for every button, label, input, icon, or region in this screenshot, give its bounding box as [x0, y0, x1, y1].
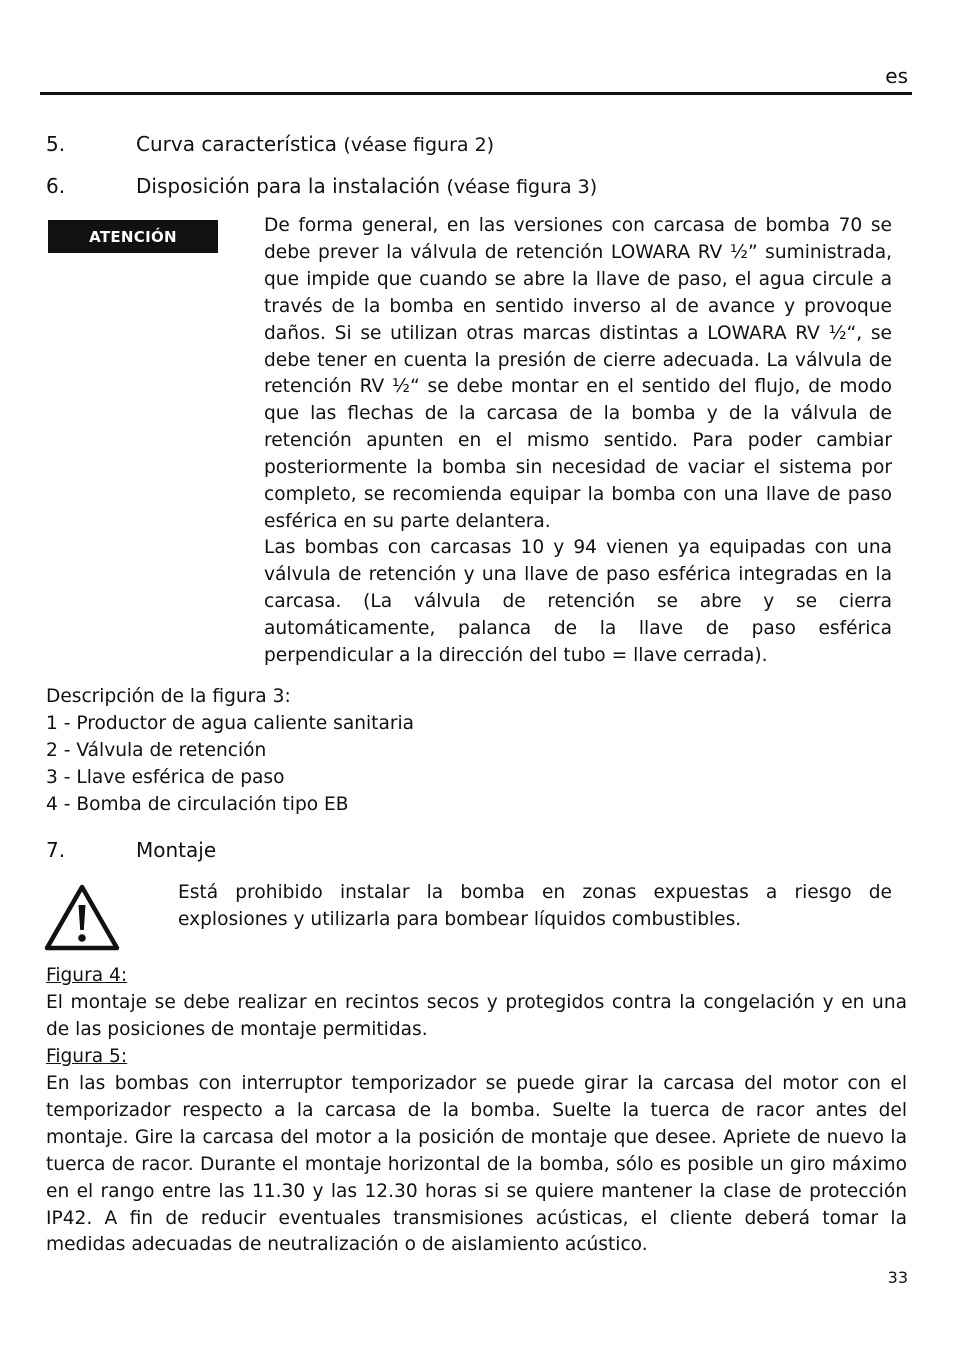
figure-5-label: Figura 5: [46, 1046, 128, 1067]
section-6-title: Disposición para la instalación [136, 174, 441, 198]
attention-paragraph-2: Las bombas con carcasas 10 y 94 vienen ya equipadas con una válvula de retención y una llave de paso esférica integradas en la carcasa. (La válvula de retención se abre y se cierra automáticamente, palanca de la llave de paso esférica perpendicular a la dirección del tubo = llave cerrada). [264, 537, 892, 666]
section-7-title: Montaje [136, 838, 217, 862]
section-6-number: 6. [46, 174, 66, 198]
attention-paragraph-1: De forma general, en las versiones con carcasa de bomba 70 se debe prever la válvula de retención LOWARA RV ½” suministrada, que impide que cuando se abre la llave de paso, el agua circule a través de la bomba en sentido inverso al de avance y provoque daños. Si se utilizan otras marcas distintas a LOWARA RV ½“, se debe tener en cuenta la presión de cierre adecuada. La válvula de retención RV ½“ se debe montar en el sentido del flujo, de modo que las flechas de la carcasa de la bomba y de la válvula de retención apunten en el mismo sentido. Para poder cambiar posteriormente la bomba sin necesidad de vaciar el sistema por completo, se recomienda equipar la bomba con una llave de paso esférica en su parte delantera. [264, 215, 892, 532]
list-item: 3 - Llave esférica de paso [46, 766, 285, 788]
list-item: 4 - Bomba de circulación tipo EB [46, 793, 349, 815]
section-5-reference: (véase figura 2) [343, 134, 495, 156]
list-item: 2 - Válvula de retención [46, 739, 267, 761]
attention-badge: ATENCIÓN [48, 220, 218, 253]
figure-4-label: Figura 4: [46, 965, 128, 986]
warning-text: Está prohibido instalar la bomba en zonas expuestas a riesgo de explosiones y utilizarla para bombear líquidos combustibles. [178, 882, 892, 930]
header-rule [40, 92, 912, 95]
figure-3-description [46, 684, 414, 819]
section-6-reference: (véase figura 3) [446, 176, 598, 198]
figure-4-text: El montaje se debe realizar en recintos secos y protegidos contra la congelación y en una de las posiciones de montaje permitidas. [46, 992, 907, 1040]
section-7-number: 7. [46, 838, 66, 862]
page-number: 33 [887, 1268, 908, 1287]
section-5-number: 5. [46, 132, 66, 156]
section-5-title: Curva característica [136, 132, 338, 156]
list-item: 1 - Productor de agua caliente sanitaria [46, 712, 415, 734]
figure-5-text: En las bombas con interruptor temporizador se puede girar la carcasa del motor con el temporizador respecto a la carcasa de la bomba. Suelte la tuerca de racor antes del montaje. Gire la carcasa del motor a la posición de montaje que desee. Apriete de nuevo la tuerca de racor. Durante el montaje horizontal de la bomba, sólo es posible un giro máximo en el rango entre las 11.30 y las 12.30 horas si se quiere mantener la clase de protección IP42. A fin de reducir eventuales transmisiones acústicas, el cliente deberá tomar la medidas adecuadas de neutralización o de aislamiento acústico. [46, 1073, 907, 1256]
figure-3-intro: Descripción de la figura 3: [46, 686, 291, 707]
warning-triangle-icon [44, 884, 120, 952]
language-code: es [885, 64, 908, 88]
